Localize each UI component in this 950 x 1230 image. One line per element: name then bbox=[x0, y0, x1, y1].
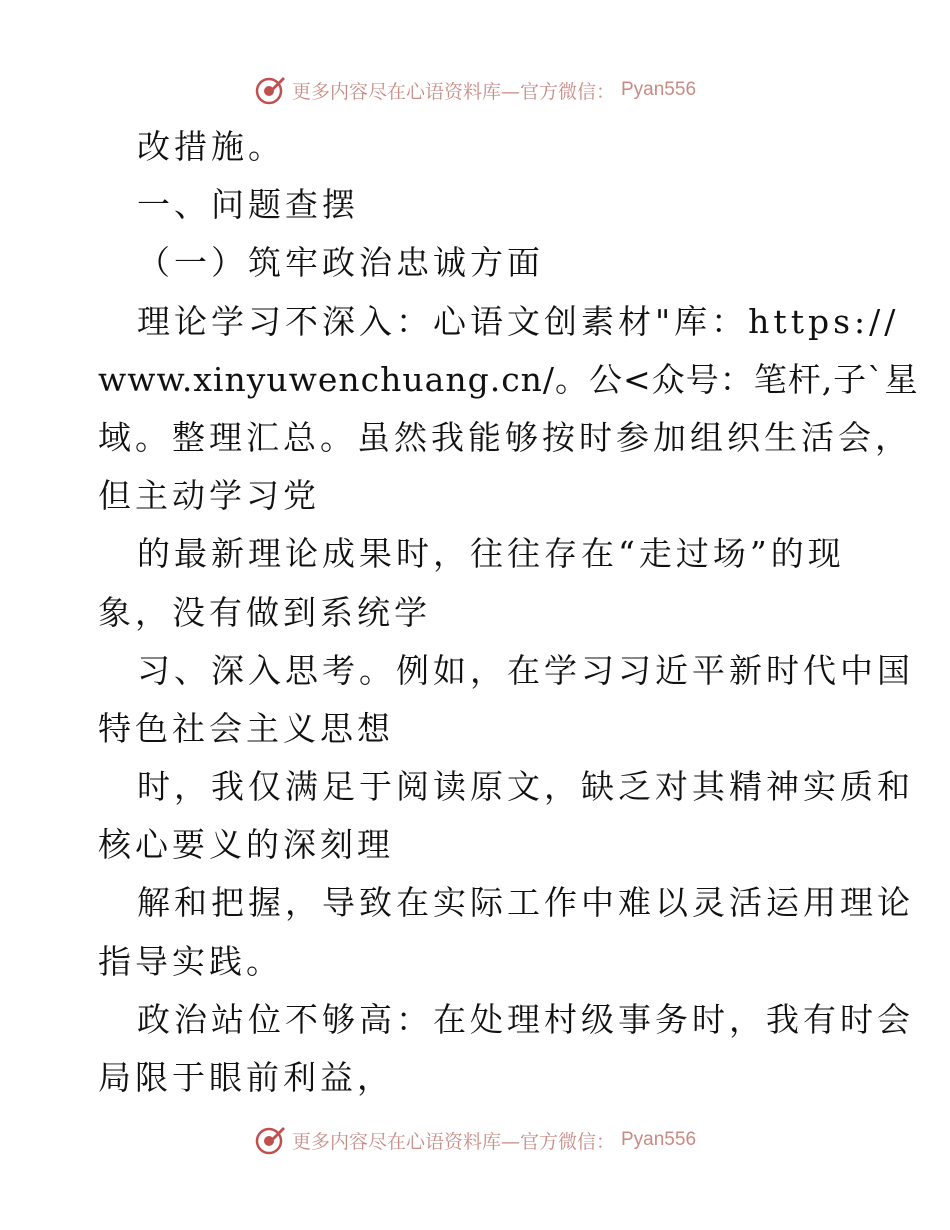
document-body bbox=[98, 118, 919, 1107]
watermark-wechat-id: Pyan556 bbox=[621, 79, 697, 100]
text-line: 解和把握，导致在实际工作中难以灵活运用理论 bbox=[137, 883, 914, 923]
text-line: 象，没有做到系统学 bbox=[98, 592, 431, 632]
watermark-text: 更多内容尽在心语资料库—官方微信： bbox=[291, 1130, 615, 1153]
footer-watermark-banner bbox=[0, 1120, 950, 1160]
watermark-wechat-id: Pyan556 bbox=[621, 1129, 697, 1150]
text-line: 理论学习不深入：心语文创素材"库：https:// bbox=[137, 301, 900, 341]
text-line: 局限于眼前利益， bbox=[98, 1058, 394, 1097]
text-line: 指导实践。 bbox=[98, 941, 283, 981]
text-line: www.xinyuwenchuang.cn/。公<众号：笔杆,子`星 bbox=[98, 359, 919, 399]
section-heading: 一、问题查摆 bbox=[137, 185, 359, 225]
text-line: 但主动学习党 bbox=[98, 476, 320, 516]
subsection-heading: （一）筑牢政治忠诚方面 bbox=[137, 243, 544, 283]
text-line: 改措施。 bbox=[137, 127, 285, 166]
text-line: 域。整理汇总。虽然我能够按时参加组织生活会， bbox=[98, 417, 912, 457]
header-watermark-banner bbox=[0, 70, 950, 110]
text-line: 政治站位不够高：在处理村级事务时，我有时会 bbox=[137, 999, 914, 1039]
brush-logo-icon bbox=[254, 1124, 286, 1156]
text-line: 的最新理论成果时，往往存在“走过场”的现 bbox=[137, 534, 845, 574]
text-line: 特色社会主义思想 bbox=[98, 708, 394, 748]
text-line: 习、深入思考。例如，在学习习近平新时代中国 bbox=[137, 650, 914, 690]
brush-logo-icon bbox=[254, 74, 286, 106]
watermark-text: 更多内容尽在心语资料库—官方微信： bbox=[291, 80, 615, 103]
text-line: 核心要义的深刻理 bbox=[98, 825, 394, 865]
text-line: 时，我仅满足于阅读原文，缺乏对其精神实质和 bbox=[137, 767, 914, 807]
